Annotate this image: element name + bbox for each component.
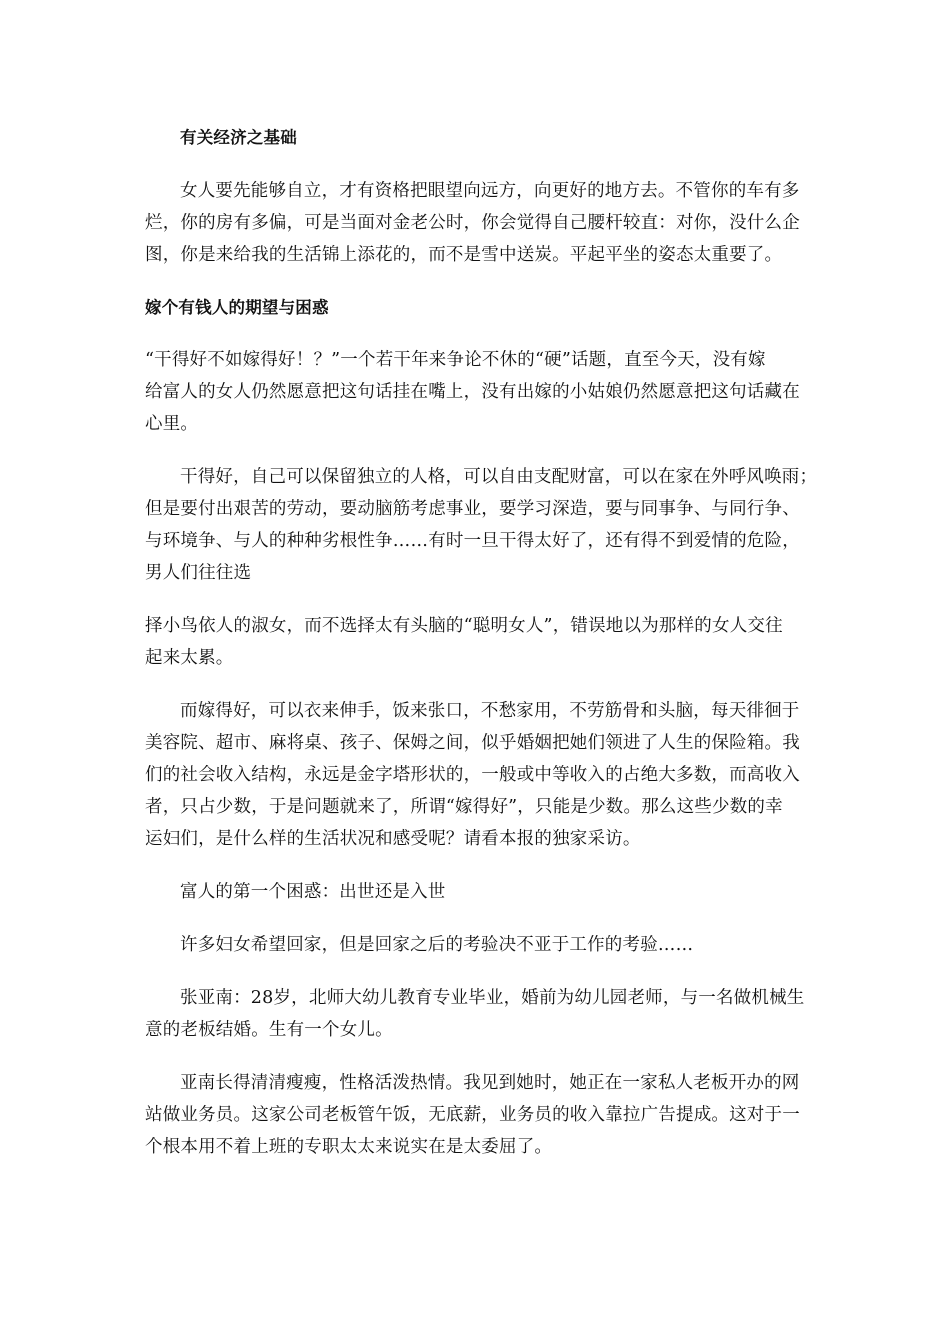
paragraph-line: “干得好不如嫁得好！？”一个若干年来争论不休的“硬”话题，直至今天，没有嫁 [145,350,766,370]
paragraph-line: 亚南长得清清瘦瘦，性格活泼热情。我见到她时，她正在一家私人老板开办的网 [180,1073,800,1093]
paragraph-line: 男人们往往选 [145,563,252,583]
paragraph-line: 运妇们，是什么样的生活状况和感受呢？请看本报的独家采访。 [145,829,641,849]
paragraph-line: 者，只占少数，于是问题就来了，所谓“嫁得好”，只能是少数。那么这些少数的幸 [145,797,783,817]
paragraph-line: 们的社会收入结构，永远是金字塔形状的，一般或中等收入的占绝大多数，而高收入 [145,765,800,785]
paragraph-line: 图，你是来给我的生活锦上添花的，而不是雪中送炭。平起平坐的姿态太重要了。 [145,245,783,265]
paragraph-line: 心里。 [145,414,199,434]
paragraph-line: 美容院、超市、麻将桌、孩子、保姆之间，似乎婚姻把她们领进了人生的保险箱。我 [145,733,800,753]
paragraph-line: 给富人的女人仍然愿意把这句话挂在嘴上，没有出嫁的小姑娘仍然愿意把这句话藏在 [145,382,800,402]
paragraph-line: 许多妇女希望回家，但是回家之后的考验决不亚于工作的考验…… [180,935,694,955]
section-heading: 嫁个有钱人的期望与困惑 [145,298,329,317]
paragraph-line: 张亚南：28岁，北师大幼儿教育专业毕业，婚前为幼儿园老师，与一名做机械生 [180,988,805,1008]
paragraph-line: 择小鸟依人的淑女，而不选择太有头脑的“聪明女人”，错误地以为那样的女人交往 [145,616,783,636]
paragraph-line: 起来太累。 [145,648,234,668]
subheading-line: 富人的第一个困惑：出世还是入世 [180,882,446,902]
paragraph-line: 女人要先能够自立，才有资格把眼望向远方，向更好的地方去。不管你的车有多 [180,181,800,201]
paragraph-line: 但是要付出艰苦的劳动，要动脑筋考虑事业，要学习深造，要与同事争、与同行争、 [145,499,800,519]
paragraph-line: 烂，你的房有多偏，可是当面对金老公时，你会觉得自己腰杆较直：对你，没什么企 [145,213,800,233]
paragraph-line: 与环境争、与人的种种劣根性争……有时一旦干得太好了，还有得不到爱情的危险， [145,531,800,551]
paragraph-line: 干得好，自己可以保留独立的人格，可以自由支配财富，可以在家在外呼风唤雨； [180,467,818,487]
paragraph-line: 意的老板结婚。生有一个女儿。 [145,1020,393,1040]
section-heading: 有关经济之基础 [180,128,297,147]
paragraph-line: 而嫁得好，可以衣来伸手，饭来张口，不愁家用，不劳筋骨和头脑，每天徘徊于 [180,701,800,721]
paragraph-line: 站做业务员。这家公司老板管午饭，无底薪，业务员的收入靠拉广告提成。这对于一 [145,1105,800,1125]
paragraph-line: 个根本用不着上班的专职太太来说实在是太委屈了。 [145,1137,553,1157]
